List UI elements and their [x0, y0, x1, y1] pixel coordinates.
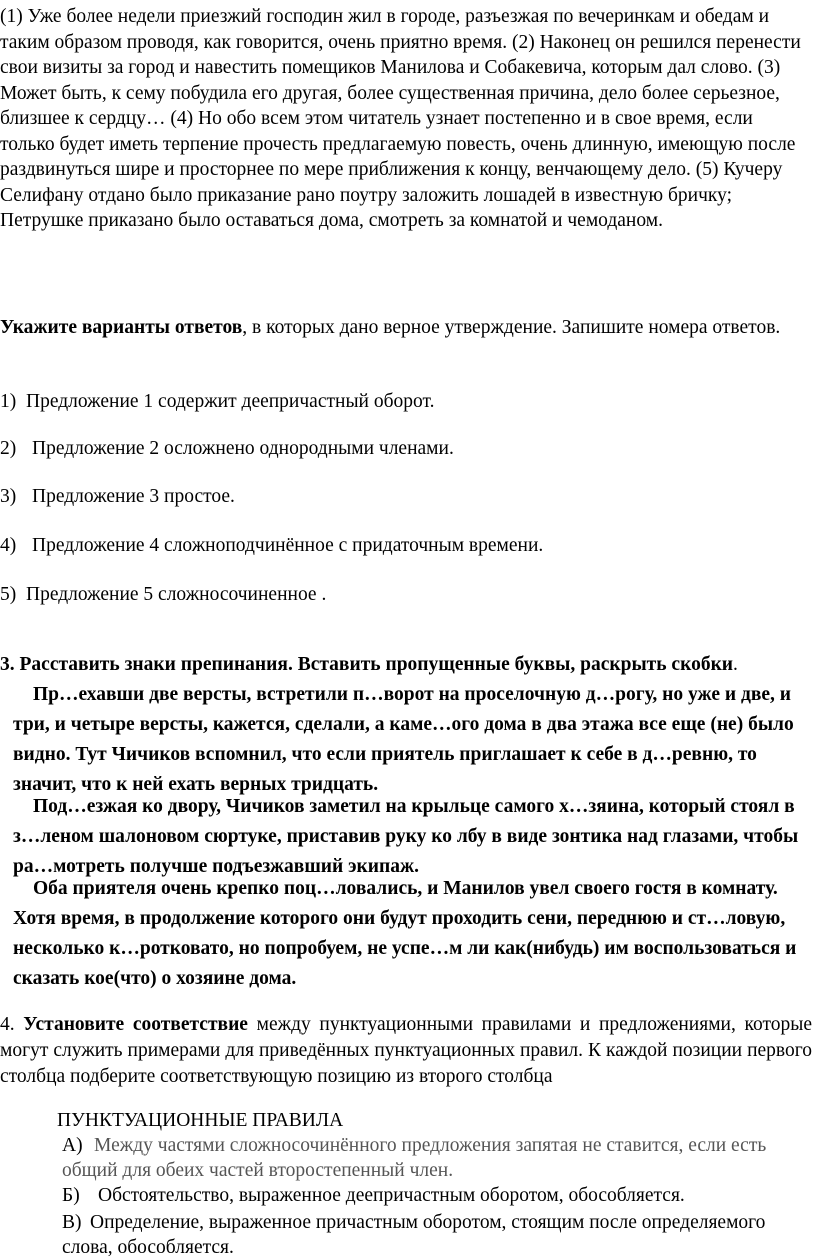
- rule-a: [62, 1133, 792, 1183]
- text-passage: (1) Уже более недели приезжий господин жил в городе, разъезжая по вечеринкам и обедам и таким образом проводя, как говорится, очень приятно время. (2) Наконец он решился перенести свои визиты за город и навестить помещиков Манилова и Собакевича, которым дал слово. (3) Может быть, к сему побудила его другая, более существенная причина, дело более серьезное, близшее к сердцу… (4) Но обо всем этом читатель узнает постепенно и в свое время, если только будет иметь терпение прочесть предлагаемую повесть, очень длинную, имеющую после раздвинуться шире и просторнее по мере приближения к концу, венчающему дело. (5) Кучеру Селифану отдано было приказание рано поутру заложить лошадей в известную бричку; Петрушке приказано было оставаться дома, смотреть за комнатой и чемоданом.: [0, 6, 801, 231]
- paragraph-line: несколько к…ротковато, но попробуем, не успе…м ли как(нибудь) им воспользоваться и: [13, 938, 797, 959]
- paragraph-line: Оба приятеля очень крепко поц…ловались, и Манилов увел своего гостя в комнату.: [33, 878, 778, 899]
- paragraph-line: видно. Тут Чичиков вспомнил, что если приятель приглашает к себе в д…ревню, то: [13, 744, 757, 765]
- rule-text: Определение, выраженное причастным оборотом, стоящим после определяемого слова, обособляется.: [62, 1212, 766, 1258]
- option-number: 1): [0, 391, 17, 412]
- answer-option-1: [0, 389, 434, 414]
- task-3-title: [0, 652, 812, 678]
- task-3-title-text: 3. Расставить знаки препинания. Вставить пропущенные буквы, раскрыть скобки: [0, 654, 734, 675]
- paragraph-line: значит, что к ней ехать верных тридцать.: [13, 774, 379, 795]
- task-3-paragraph-3: [0, 874, 812, 994]
- rule-label: А): [62, 1135, 83, 1156]
- rule-label: В): [62, 1212, 82, 1233]
- question-instruction: [0, 315, 812, 341]
- instruction-bold: Укажите варианты ответов: [0, 317, 243, 338]
- rule-text: Обстоятельство, выраженное деепричастным оборотом, обособляется.: [98, 1185, 685, 1206]
- rules-column-header: ПУНКТУАЦИОННЫЕ ПРАВИЛА: [57, 1110, 344, 1131]
- task-4-number: 4.: [0, 1014, 24, 1035]
- answer-option-5: [0, 582, 326, 607]
- task-3-paragraph-1: [0, 680, 812, 800]
- paragraph-line: Под…езжая ко двору, Чичиков заметил на крыльце самого х…зяина, который стоял в: [33, 796, 795, 817]
- rule-text: Между частями сложносочинённого предложения запятая не ставится, если есть общий для обеих частей второстепенный член.: [62, 1135, 767, 1181]
- rule-b: [62, 1183, 792, 1208]
- task-4-instruction: [0, 1012, 812, 1090]
- paragraph-line: ра…мотреть получше подъезжавший экипаж.: [13, 856, 420, 877]
- task-4-rest: между пунктуационными правилами и предложениями, которые могут служить примерами для приведённых пунктуационных правил. К каждой позиции первого столбца подберите соответствующую позицию из второго столбца: [0, 1014, 812, 1087]
- option-text: Предложение 5 сложносочиненное .: [26, 584, 327, 605]
- task-3-title-end: .: [733, 654, 738, 675]
- task-4-bold: Установите соответствие: [23, 1014, 248, 1035]
- paragraph-line: сказать кое(что) о хозяине дома.: [13, 968, 297, 989]
- option-text: Предложение 3 простое.: [32, 486, 235, 507]
- paragraph-line: з…леном шалоновом сюртуке, приставив руку ко лбу в виде зонтика над глазами, чтобы: [13, 826, 799, 847]
- option-text: Предложение 1 содержит деепричастный оборот.: [26, 391, 435, 412]
- option-number: 4): [0, 535, 17, 556]
- answer-option-3: [0, 484, 235, 509]
- option-number: 2): [0, 438, 17, 459]
- task-3-paragraph-2: [0, 792, 812, 882]
- rule-label: Б): [62, 1185, 80, 1206]
- option-number: 5): [0, 584, 17, 605]
- paragraph-line: три, и четыре версты, кажется, сделали, а каме…ого дома в два этажа все еще (не) было: [13, 714, 794, 735]
- rule-c: [62, 1210, 792, 1260]
- answer-option-2: [0, 436, 454, 461]
- paragraph-line: Пр…ехавши две версты, встретили п…ворот на проселочную д…рогу, но уже и две, и: [33, 684, 792, 705]
- option-text: Предложение 4 сложноподчинённое с придаточным времени.: [32, 535, 544, 556]
- option-number: 3): [0, 486, 17, 507]
- instruction-rest: , в которых дано верное утверждение. Запишите номера ответов.: [242, 317, 781, 338]
- paragraph-line: Хотя время, в продолжение которого они будут проходить сени, переднюю и ст…ловую,: [13, 908, 786, 929]
- answer-option-4: [0, 533, 543, 558]
- option-text: Предложение 2 осложнено однородными членами.: [32, 438, 454, 459]
